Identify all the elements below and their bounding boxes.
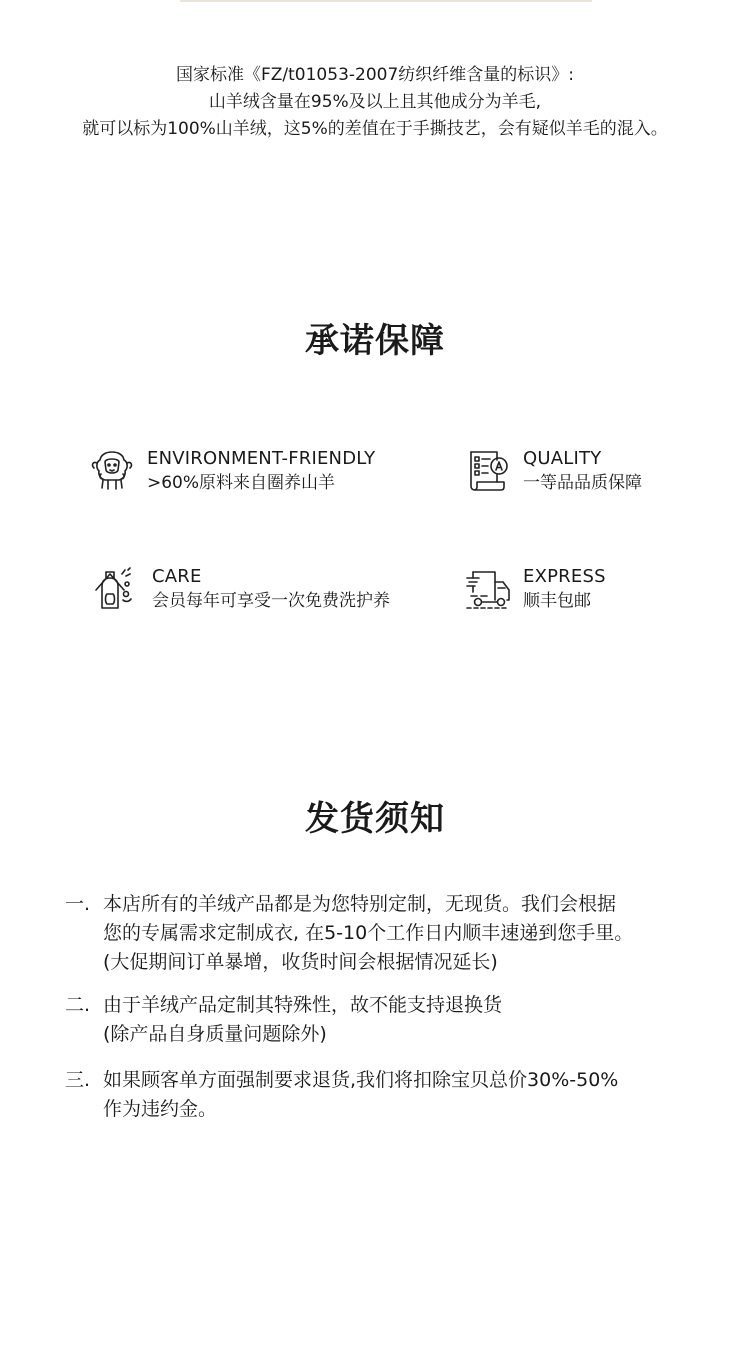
feature-desc: >60%原料来自圈养山羊 <box>147 472 336 493</box>
intro-line: 国家标准《FZ/t01053-2007纺织纤维含量的标识》: <box>175 65 575 85</box>
intro-paragraph <box>0 62 750 143</box>
item-line: 作为违约金。 <box>103 1098 218 1120</box>
feature-desc: 一等品品质保障 <box>523 472 642 493</box>
feature-title: QUALITY <box>523 447 602 469</box>
feature-care <box>92 564 390 614</box>
feature-title: ENVIRONMENT-FRIENDLY <box>147 447 376 469</box>
feature-environment <box>87 446 375 496</box>
shipping-item <box>65 991 725 1049</box>
sheep-icon <box>87 446 137 496</box>
feature-desc: 顺丰包邮 <box>523 590 591 611</box>
promise-heading: 承诺保障 <box>305 321 445 361</box>
item-line: 由于羊绒产品定制其特殊性，故不能支持退换货 <box>103 994 503 1016</box>
item-number: 二. <box>65 994 91 1016</box>
feature-desc: 会员每年可享受一次免费洗护养 <box>152 590 390 611</box>
item-line: 本店所有的羊绒产品都是为您特别定制，无现货。我们会根据 <box>103 893 617 915</box>
intro-line: 山羊绒含量在95%及以上且其他成分为羊毛, <box>208 92 542 112</box>
feature-title: EXPRESS <box>523 565 606 587</box>
feature-title: CARE <box>152 565 202 587</box>
shipping-item <box>65 1066 725 1124</box>
item-line: (大促期间订单暴增，收货时间会根据情况延长) <box>103 951 498 973</box>
item-line: (除产品自身质量问题除外) <box>103 1023 327 1045</box>
item-number: 三. <box>65 1069 91 1091</box>
care-wash-icon <box>92 564 142 614</box>
shipping-item <box>65 890 725 977</box>
feature-quality <box>463 446 642 496</box>
feature-express <box>463 564 606 614</box>
item-line: 如果顾客单方面强制要求退货,我们将扣除宝贝总价30%-50% <box>103 1069 619 1091</box>
quality-certificate-icon <box>463 446 513 496</box>
item-number: 一. <box>65 893 91 915</box>
item-line: 您的专属需求定制成衣, 在5-10个工作日内顺丰速递到您手里。 <box>103 922 634 944</box>
shipping-heading: 发货须知 <box>305 799 445 839</box>
intro-line: 就可以标为100%山羊绒，这5%的差值在于手撕技艺，会有疑似羊毛的混入。 <box>82 119 668 139</box>
top-divider <box>180 0 592 2</box>
delivery-truck-icon <box>463 564 513 614</box>
